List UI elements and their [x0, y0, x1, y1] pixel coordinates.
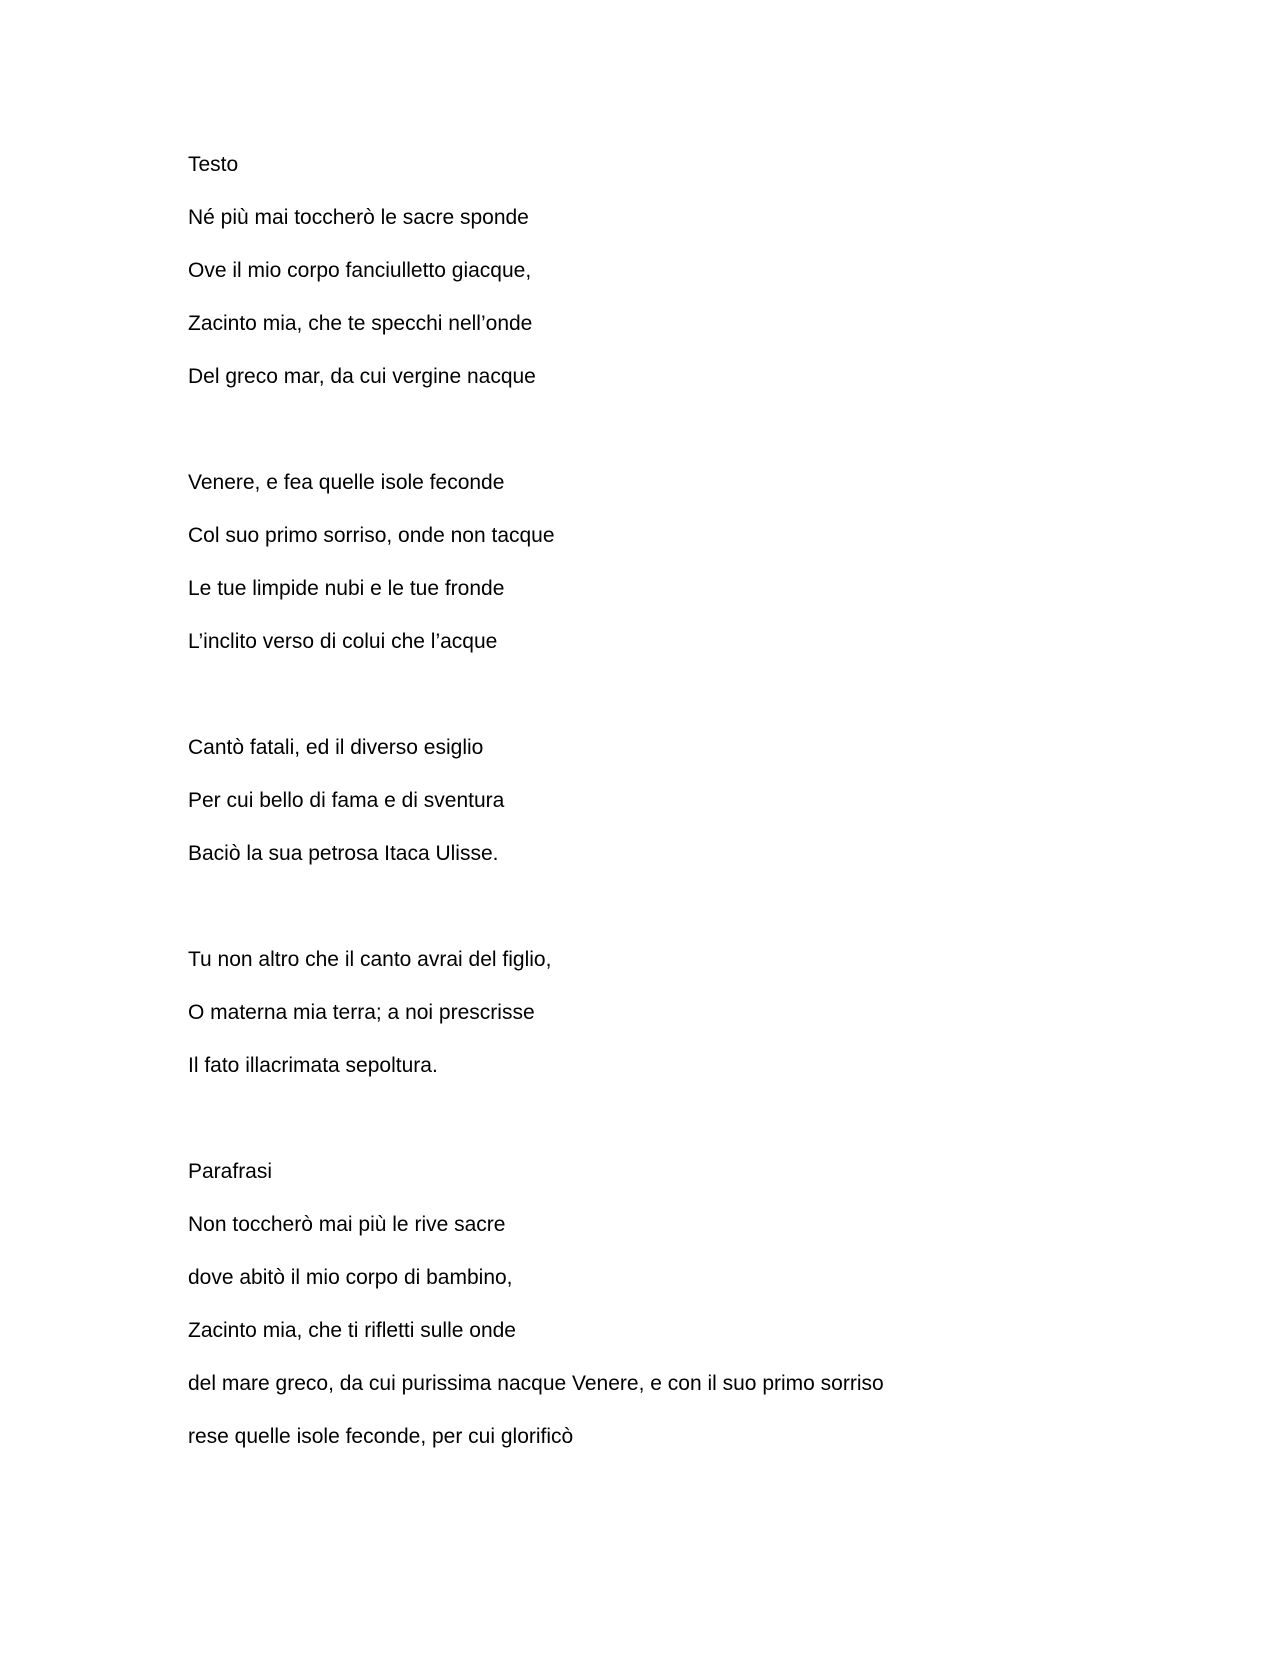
poem-line: Venere, e fea quelle isole feconde	[188, 471, 505, 494]
paraphrase-line: rese quelle isole feconde, per cui glorificò	[188, 1425, 574, 1448]
paraphrase-line: Non toccherò mai più le rive sacre	[188, 1213, 506, 1236]
stanza-break	[188, 892, 1188, 945]
stanza-break	[188, 415, 1188, 468]
paraphrase-line: Zacinto mia, che ti rifletti sulle onde	[188, 1319, 516, 1342]
poem-line: L’inclito verso di colui che l’acque	[188, 630, 498, 653]
poem-line: Il fato illacrimata sepoltura.	[188, 1054, 438, 1077]
poem-line: Del greco mar, da cui vergine nacque	[188, 365, 536, 388]
paraphrase-line: del mare greco, da cui purissima nacque Venere, e con il suo primo sorriso	[188, 1372, 884, 1395]
section-break	[188, 1104, 1188, 1157]
poem-line: O materna mia terra; a noi prescrisse	[188, 1001, 535, 1024]
heading-testo: Testo	[188, 153, 239, 176]
poem-line: Cantò fatali, ed il diverso esiglio	[188, 736, 484, 759]
poem-line: Né più mai toccherò le sacre sponde	[188, 206, 529, 229]
poem-line: Zacinto mia, che te specchi nell’onde	[188, 312, 533, 335]
poem-line: Per cui bello di fama e di sventura	[188, 789, 505, 812]
paraphrase-line: dove abitò il mio corpo di bambino,	[188, 1266, 513, 1289]
stanza-break	[188, 680, 1188, 733]
document-body	[188, 150, 1188, 1475]
heading-parafrasi: Parafrasi	[188, 1160, 273, 1183]
poem-line: Le tue limpide nubi e le tue fronde	[188, 577, 505, 600]
poem-line: Col suo primo sorriso, onde non tacque	[188, 524, 555, 547]
poem-line: Baciò la sua petrosa Itaca Ulisse.	[188, 842, 499, 865]
poem-line: Ove il mio corpo fanciulletto giacque,	[188, 259, 532, 282]
poem-line: Tu non altro che il canto avrai del figlio,	[188, 948, 552, 971]
